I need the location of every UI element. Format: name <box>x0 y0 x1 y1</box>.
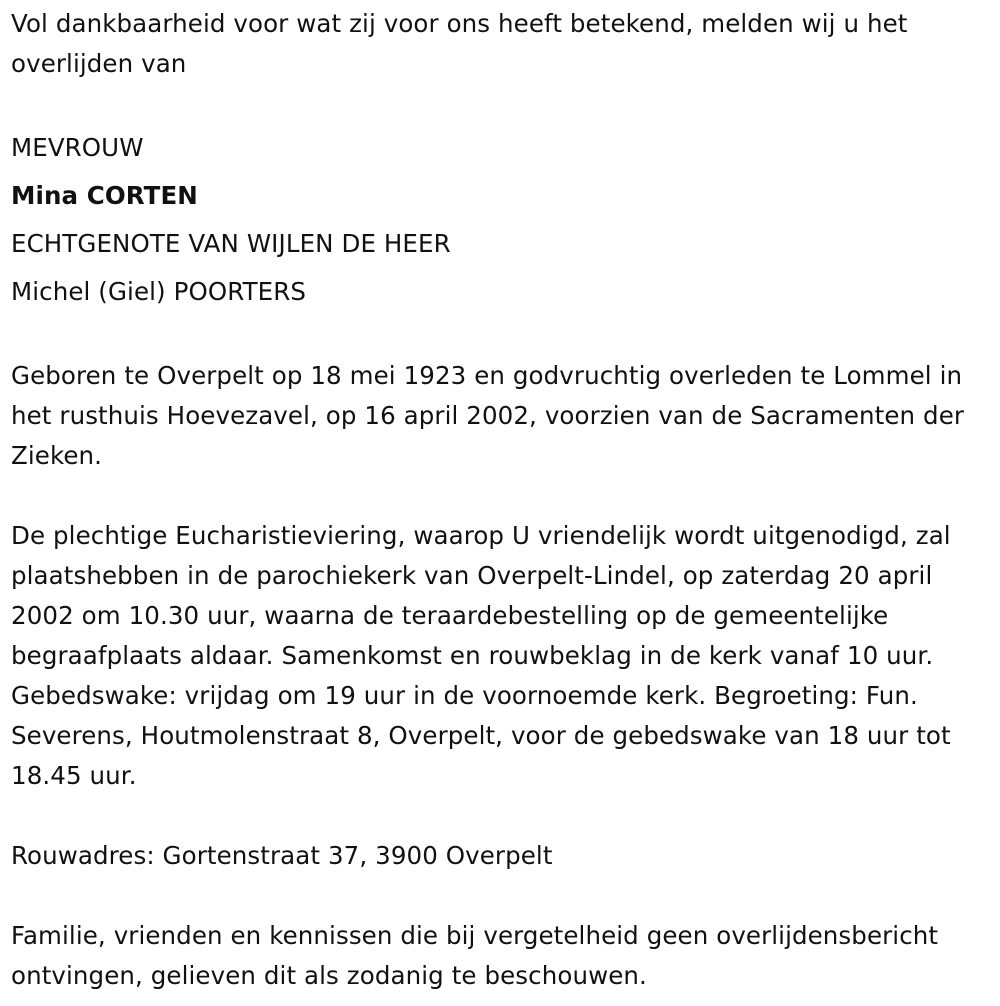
spacer <box>11 476 988 516</box>
closing-paragraph: Familie, vrienden en kennissen die bij vergetelheid geen overlijdensbericht ontvingen, gelieven dit als zodanig te beschouwen. <box>11 921 939 990</box>
name-block <box>11 124 988 316</box>
spacer <box>11 316 988 356</box>
spouse-name: Michel (Giel) POORTERS <box>11 277 306 306</box>
birth-death-paragraph: Geboren te Overpelt op 18 mei 1923 en godvruchtig overleden te Lommel in het rusthuis Hoevezavel, op 16 april 2002, voorzien van de Sacramenten der Zieken. <box>11 361 965 470</box>
spacer <box>11 876 988 916</box>
title: MEVROUW <box>11 133 144 162</box>
spouse-label: ECHTGENOTE VAN WIJLEN DE HEER <box>11 229 451 258</box>
ceremony-paragraph: De plechtige Eucharistieviering, waarop U vriendelijk wordt uitgenodigd, zal plaatshebben in de parochiekerk van Overpelt-Lindel, op zaterdag 20 april 2002 om 10.30 uur, waarna de teraardebestelling op de gemeentelijke begraafplaats aldaar. Samenkomst en rouwbeklag in de kerk vanaf 10 uur. Gebedswake: vrijdag om 19 uur in de voornoemde kerk. Begroeting: Fun. Severens, Houtmolenstraat 8, Overpelt, voor de gebedswake van 18 uur tot 18.45 uur. <box>11 521 951 790</box>
spacer <box>11 84 988 124</box>
address-paragraph: Rouwadres: Gortenstraat 37, 3900 Overpelt <box>11 841 553 870</box>
spacer <box>11 796 988 836</box>
deceased-name: Mina CORTEN <box>11 181 198 210</box>
intro-paragraph: Vol dankbaarheid voor wat zij voor ons heeft betekend, melden wij u het overlijden van <box>11 9 908 78</box>
